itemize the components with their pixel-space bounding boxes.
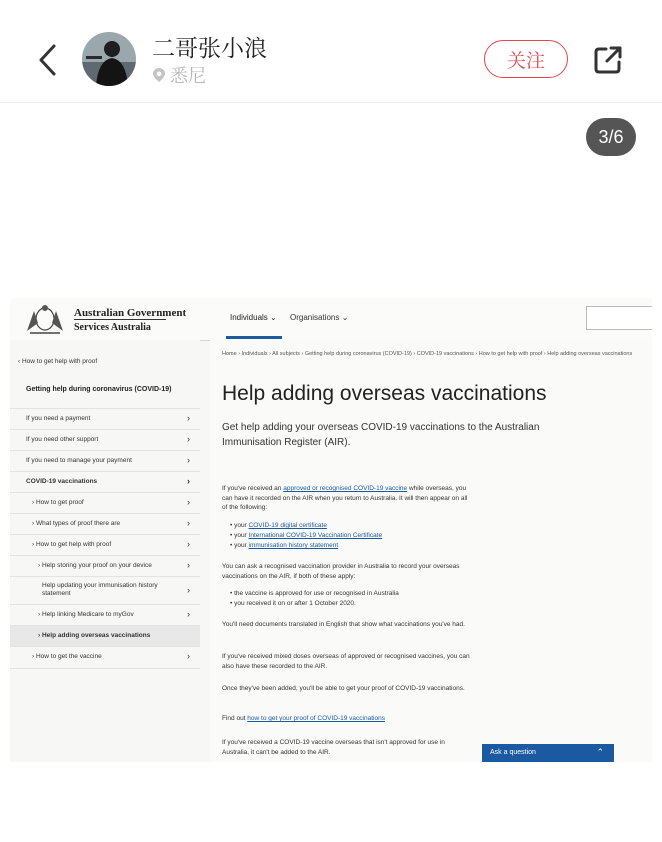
share-external-icon[interactable] (592, 44, 624, 76)
list-item: • the vaccine is approved for use or recognised in Australia (230, 590, 399, 597)
sidebar-item-get-proof[interactable]: › How to get proof › (10, 492, 200, 514)
chevron-right-icon: › (187, 560, 190, 570)
list-item: • your immunisation history statement (230, 542, 339, 549)
post-image[interactable] (10, 298, 652, 762)
ask-question-button[interactable] (482, 744, 614, 762)
breadcrumb[interactable]: Home › Individuals › All subjects › Getting help during coronavirus (COVID-19) › COVID-19 vaccinations › How to get help with proof › Help adding overseas vaccinations (222, 351, 633, 357)
paragraph-intro: If you've received an approved or recognised COVID-19 vaccine while overseas, you can have it recorded on the AIR when you return to Australia. It will then appear on all of the following: (222, 485, 468, 511)
list-item: • your International COVID-19 Vaccination Certificate (230, 532, 383, 539)
international-certificate-link[interactable]: International COVID-19 Vaccination Certificate (248, 532, 383, 539)
paragraph-translation: You'll need documents translated in English that show what vaccinations you've had. (222, 621, 465, 628)
sidebar-item-covid-vaccinations[interactable]: COVID-19 vaccinations › (10, 471, 200, 493)
chevron-right-icon: › (187, 585, 190, 595)
username[interactable]: 二哥张小浪 (152, 36, 267, 62)
ask-question-label: Ask a question (490, 749, 536, 756)
page-title: Help adding overseas vaccinations (222, 382, 547, 405)
gov-title: Australian Government (74, 307, 187, 319)
gov-subtitle: Services Australia (74, 322, 151, 333)
location-text: 悉尼 (170, 66, 206, 87)
image-counter: 3/6 (586, 118, 636, 156)
paragraph-find-out: Find out how to get your proof of COVID-19 vaccinations (222, 715, 385, 722)
nav-active-indicator (226, 336, 282, 339)
search-input[interactable] (586, 306, 652, 330)
location (152, 62, 206, 88)
sidebar-item-manage-payment[interactable]: If you need to manage your payment › (10, 450, 200, 472)
approved-vaccine-link[interactable]: approved or recognised COVID-19 vaccine (283, 485, 408, 492)
coat-of-arms-icon (22, 303, 68, 335)
chevron-right-icon: › (187, 539, 190, 549)
get-proof-link[interactable]: how to get your proof of COVID-19 vaccinations (247, 715, 385, 722)
sidebar-item-storing-proof[interactable]: › Help storing your proof on your device › (10, 555, 200, 577)
back-chevron-icon[interactable] (36, 42, 60, 78)
sidebar-item-linking-medicare[interactable]: › Help linking Medicare to myGov › (10, 604, 200, 626)
sidebar-item-payment[interactable]: If you need a payment › (10, 408, 200, 430)
paragraph-mixed-doses: If you've received mixed doses overseas of approved or recognised vaccines, you can also have these recorded to the AIR. (222, 653, 470, 670)
gov-header (10, 298, 652, 341)
avatar[interactable] (82, 32, 136, 86)
gov-divider (74, 319, 166, 320)
chevron-right-icon: › (187, 497, 190, 507)
paragraph-not-approved: If you've received a COVID-19 vaccine overseas that isn't approved for use in Australia, it can't be added to the AIR. (222, 739, 445, 756)
chevron-right-icon: › (187, 434, 190, 444)
list-item: • you received it on or after 1 October 2020. (230, 600, 356, 607)
chevron-right-icon: › (187, 413, 190, 423)
location-pin-icon (152, 67, 166, 83)
digital-certificate-link[interactable]: COVID-19 digital certificate (248, 522, 327, 529)
nav-organisations[interactable]: Organisations ⌄ (290, 313, 349, 322)
sidebar-item-proof-types[interactable]: › What types of proof there are › (10, 513, 200, 535)
chevron-right-icon: › (187, 609, 190, 619)
sidebar-item-help-with-proof[interactable]: › How to get help with proof › (10, 534, 200, 556)
back-to-proof-link[interactable]: ‹ How to get help with proof (18, 358, 98, 365)
sidebar-heading: Getting help during coronavirus (COVID-19) (26, 386, 172, 393)
sidebar-item-get-vaccine[interactable]: › How to get the vaccine › (10, 646, 200, 669)
sidebar-item-other-support[interactable]: If you need other support › (10, 429, 200, 451)
follow-button[interactable]: 关注 (484, 40, 568, 78)
immunisation-history-link[interactable]: immunisation history statement (248, 542, 339, 549)
list-item: • your COVID-19 digital certificate (230, 522, 327, 529)
sidebar-item-adding-overseas[interactable]: › Help adding overseas vaccinations (10, 625, 200, 647)
chevron-right-icon: › (187, 518, 190, 528)
app-header (0, 0, 662, 103)
page-lede: Get help adding your overseas COVID-19 vaccinations to the Australian Immunisation Register (AIR). (222, 422, 540, 448)
chevron-right-icon: › (187, 651, 190, 661)
sidebar-item-updating-history[interactable]: Help updating your immunisation history statement › (10, 576, 200, 605)
chevron-right-icon: › (187, 476, 190, 486)
chevron-up-icon: ⌃ (596, 747, 604, 757)
nav-individuals[interactable]: Individuals ⌄ (230, 313, 277, 322)
paragraph-eligibility: You can ask a recognised vaccination provider in Australia to record your overseas vaccinations on the AIR, if both of these apply: (222, 563, 460, 580)
paragraph-after-added: Once they've been added, you'll be able to get your proof of COVID-19 vaccinations. (222, 685, 465, 692)
chevron-right-icon: › (187, 455, 190, 465)
